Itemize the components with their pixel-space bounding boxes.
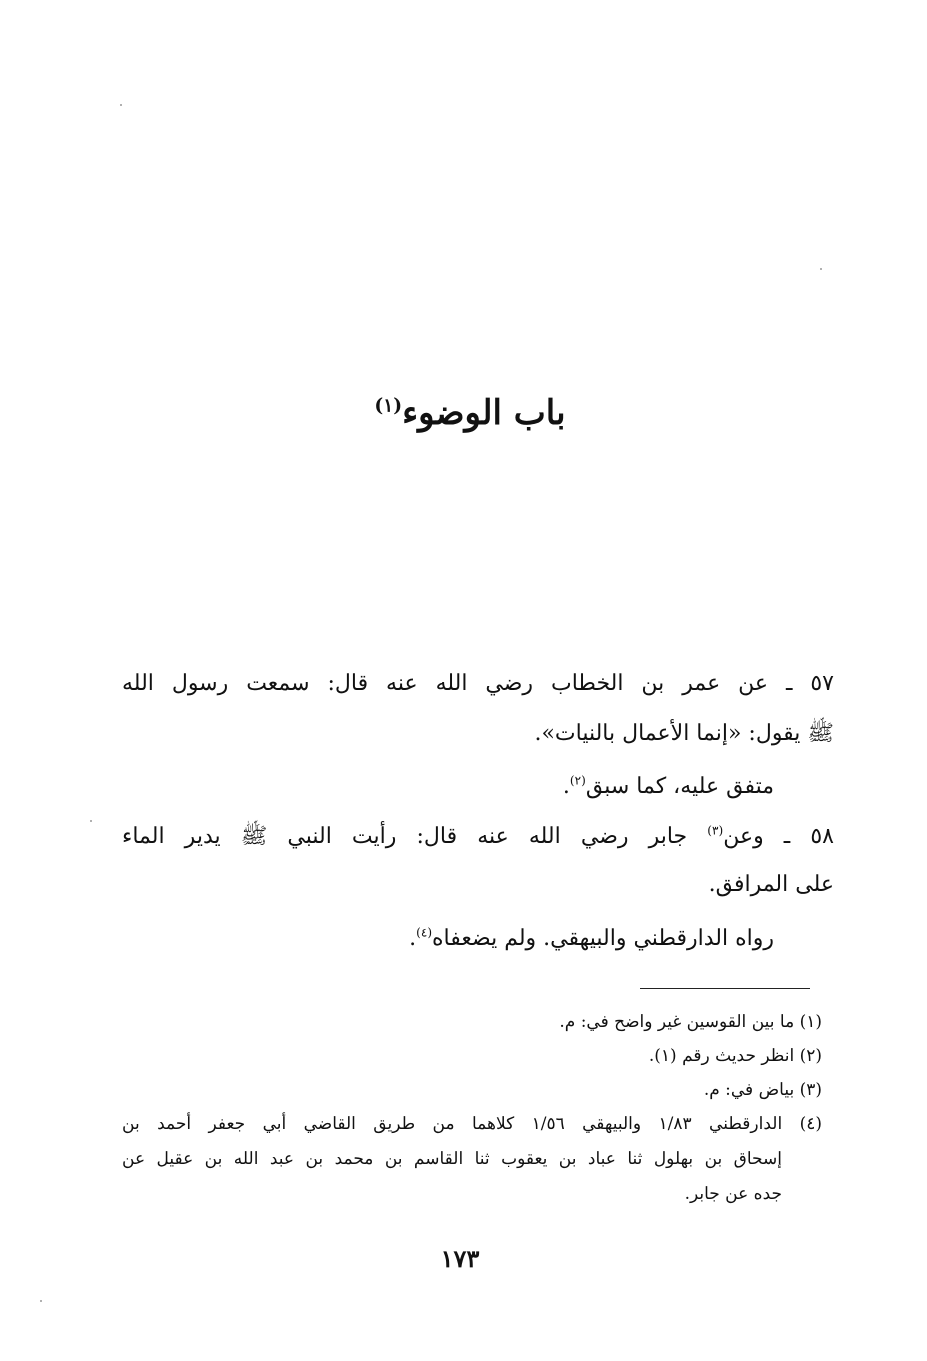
- hadith-57-grading: [563, 769, 774, 805]
- hadith-58-line-1-start: ٥٨ ـ وعن: [723, 824, 834, 849]
- scan-speck: [120, 104, 122, 106]
- hadith-57-grading-text: متفق عليه، كما سبق: [585, 774, 774, 799]
- chapter-title-footnote-ref: (١): [374, 394, 403, 417]
- chapter-title-text: باب الوضوء: [402, 393, 566, 433]
- chapter-title: [200, 388, 740, 438]
- hadith-57-line-1: ٥٧ ـ عن عمر بن الخطاب رضي الله عنه قال: سمعت رسول الله: [122, 671, 834, 696]
- footnote-4-line-2: إسحاق بن بهلول ثنا عباد بن يعقوب ثنا القاسم بن محمد بن عبد الله بن عقيل عن: [122, 1149, 782, 1169]
- scan-speck: [820, 268, 822, 270]
- footnote-3: (٣) بياض في: م.: [703, 1080, 822, 1100]
- hadith-58-grading-footnote-ref: (٤): [416, 925, 433, 940]
- footnote-4-line-1: (٤) الدارقطني ١/٨٣ والبيهقي ١/٥٦ كلاهما من طريق القاضي أبي جعفر أحمد بن: [122, 1114, 822, 1134]
- hadith-58-line-1: [122, 819, 834, 855]
- hadith-57-line-2: ﷺ يقول: «إنما الأعمال بالنيات».: [534, 721, 834, 746]
- hadith-57-grading-footnote-ref: (٢): [569, 773, 586, 788]
- hadith-58-grading-end: .: [409, 926, 417, 951]
- scan-speck: [40, 1300, 42, 1302]
- footnote-1: (١) ما بين القوسين غير واضح في: م.: [559, 1012, 822, 1032]
- footnote-separator: [640, 988, 810, 989]
- page-number: ١٧٣: [440, 1244, 480, 1273]
- hadith-58-line-2: على المرافق.: [708, 872, 834, 897]
- footnote-2: (٢) انظر حديث رقم (١).: [648, 1046, 822, 1066]
- hadith-57-grading-end: .: [562, 774, 570, 799]
- hadith-58-grading-text: رواه الدارقطني والبيهقي. ولم يضعفاه: [432, 926, 774, 951]
- scan-speck: [90, 820, 92, 822]
- hadith-58-grading: [409, 921, 774, 957]
- footnote-4-line-3: جده عن جابر.: [684, 1184, 782, 1204]
- hadith-58-line-1-rest: جابر رضي الله عنه قال: رأيت النبي ﷺ يدير الماء: [122, 824, 708, 849]
- hadith-58-footnote-ref: (٣): [707, 823, 724, 838]
